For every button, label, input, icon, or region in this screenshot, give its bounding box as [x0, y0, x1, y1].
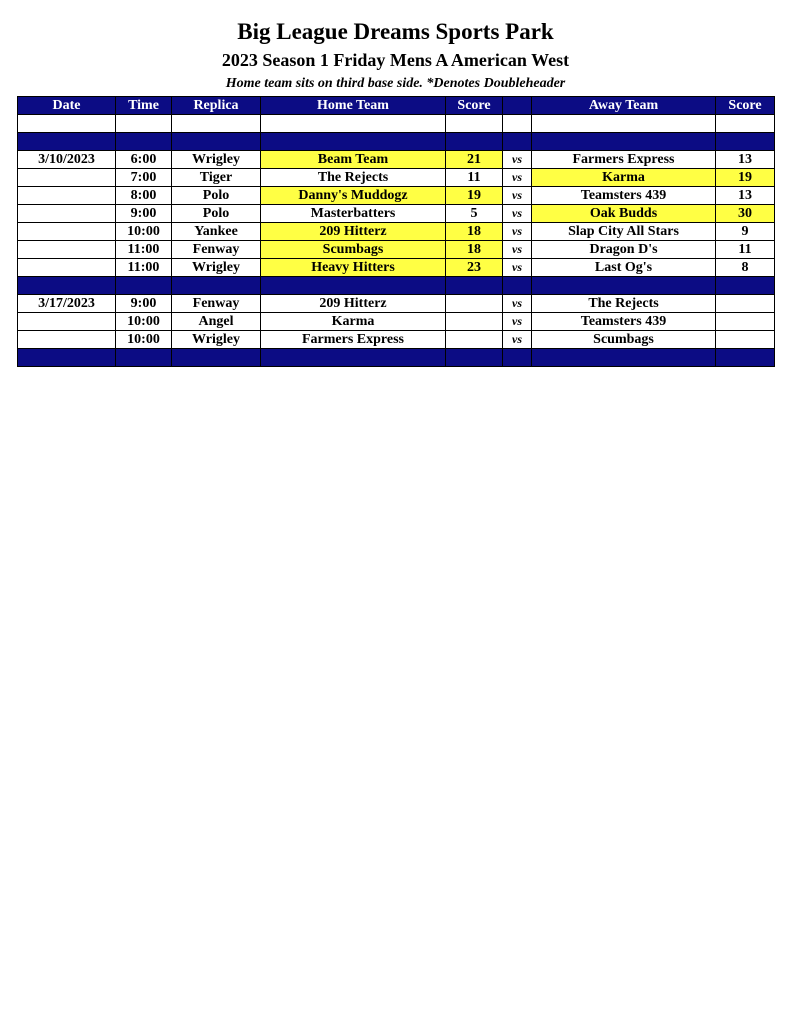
- game-time: 11:00: [116, 241, 172, 259]
- vs-label: vs: [503, 169, 532, 187]
- game-row: [18, 151, 775, 169]
- vs-label: vs: [503, 259, 532, 277]
- page-title: Big League Dreams Sports Park: [237, 19, 554, 44]
- home-team: 209 Hitterz: [261, 295, 446, 313]
- home-score: 19: [446, 187, 503, 205]
- away-team: Dragon D's: [532, 241, 716, 259]
- game-replica: Polo: [172, 205, 261, 223]
- vs-label: vs: [503, 151, 532, 169]
- game-replica: Wrigley: [172, 331, 261, 349]
- away-score: 30: [716, 205, 775, 223]
- game-date: [18, 241, 116, 259]
- away-team: Last Og's: [532, 259, 716, 277]
- vs-label: vs: [503, 295, 532, 313]
- home-team: Heavy Hitters: [261, 259, 446, 277]
- home-team: Scumbags: [261, 241, 446, 259]
- blank-row: [18, 115, 775, 133]
- home-score: [446, 295, 503, 313]
- home-team: The Rejects: [261, 169, 446, 187]
- home-score: 18: [446, 223, 503, 241]
- game-replica: Wrigley: [172, 259, 261, 277]
- game-date: [18, 259, 116, 277]
- game-date: [18, 331, 116, 349]
- home-team: Karma: [261, 313, 446, 331]
- game-replica: Tiger: [172, 169, 261, 187]
- away-score: 19: [716, 169, 775, 187]
- home-score: 5: [446, 205, 503, 223]
- game-replica: Wrigley: [172, 151, 261, 169]
- header-row: [18, 97, 775, 115]
- home-team: 209 Hitterz: [261, 223, 446, 241]
- game-date: [18, 223, 116, 241]
- away-team: Karma: [532, 169, 716, 187]
- away-team: Slap City All Stars: [532, 223, 716, 241]
- header-replica: Replica: [172, 97, 261, 115]
- header-date: Date: [18, 97, 116, 115]
- home-team: Danny's Muddogz: [261, 187, 446, 205]
- game-time: 7:00: [116, 169, 172, 187]
- game-row: [18, 223, 775, 241]
- away-team: Farmers Express: [532, 151, 716, 169]
- game-time: 9:00: [116, 205, 172, 223]
- game-date: 3/17/2023: [18, 295, 116, 313]
- game-time: 8:00: [116, 187, 172, 205]
- vs-label: vs: [503, 313, 532, 331]
- away-score: 13: [716, 151, 775, 169]
- away-team: Teamsters 439: [532, 187, 716, 205]
- game-row: [18, 205, 775, 223]
- game-replica: Angel: [172, 313, 261, 331]
- page-subtitle: 2023 Season 1 Friday Mens A American West: [221, 50, 570, 70]
- home-team: Masterbatters: [261, 205, 446, 223]
- game-time: 10:00: [116, 223, 172, 241]
- header-vs: [503, 97, 532, 115]
- game-time: 6:00: [116, 151, 172, 169]
- vs-label: vs: [503, 187, 532, 205]
- header-time: Time: [116, 97, 172, 115]
- away-score: [716, 313, 775, 331]
- game-date: [18, 187, 116, 205]
- game-time: 10:00: [116, 331, 172, 349]
- home-score: 21: [446, 151, 503, 169]
- game-replica: Polo: [172, 187, 261, 205]
- schedule-note: Home team sits on third base side. *Denotes Doubleheader: [225, 76, 566, 91]
- away-score: 9: [716, 223, 775, 241]
- away-score: [716, 295, 775, 313]
- game-row: [18, 241, 775, 259]
- game-date: [18, 313, 116, 331]
- header-away-team: Away Team: [532, 97, 716, 115]
- game-date: [18, 205, 116, 223]
- game-row: [18, 331, 775, 349]
- away-team: Oak Budds: [532, 205, 716, 223]
- away-score: 11: [716, 241, 775, 259]
- game-row: [18, 259, 775, 277]
- vs-label: vs: [503, 241, 532, 259]
- game-time: 11:00: [116, 259, 172, 277]
- home-team: Farmers Express: [261, 331, 446, 349]
- home-score: 18: [446, 241, 503, 259]
- game-time: 10:00: [116, 313, 172, 331]
- game-date: 3/10/2023: [18, 151, 116, 169]
- home-score: 11: [446, 169, 503, 187]
- game-replica: Yankee: [172, 223, 261, 241]
- vs-label: vs: [503, 331, 532, 349]
- game-row: [18, 313, 775, 331]
- away-score: 13: [716, 187, 775, 205]
- home-score: 23: [446, 259, 503, 277]
- header-home-score: Score: [446, 97, 503, 115]
- away-team: The Rejects: [532, 295, 716, 313]
- away-score: [716, 331, 775, 349]
- separator-band: [18, 349, 775, 367]
- header-home-team: Home Team: [261, 97, 446, 115]
- home-team: Beam Team: [261, 151, 446, 169]
- game-replica: Fenway: [172, 241, 261, 259]
- separator-band: [18, 277, 775, 295]
- away-team: Teamsters 439: [532, 313, 716, 331]
- game-time: 9:00: [116, 295, 172, 313]
- vs-label: vs: [503, 223, 532, 241]
- away-score: 8: [716, 259, 775, 277]
- vs-label: vs: [503, 205, 532, 223]
- game-date: [18, 169, 116, 187]
- schedule-table: [17, 96, 775, 367]
- game-replica: Fenway: [172, 295, 261, 313]
- game-row: [18, 187, 775, 205]
- away-team: Scumbags: [532, 331, 716, 349]
- home-score: [446, 331, 503, 349]
- game-row: [18, 295, 775, 313]
- game-row: [18, 169, 775, 187]
- home-score: [446, 313, 503, 331]
- separator-band: [18, 133, 775, 151]
- header-away-score: Score: [716, 97, 775, 115]
